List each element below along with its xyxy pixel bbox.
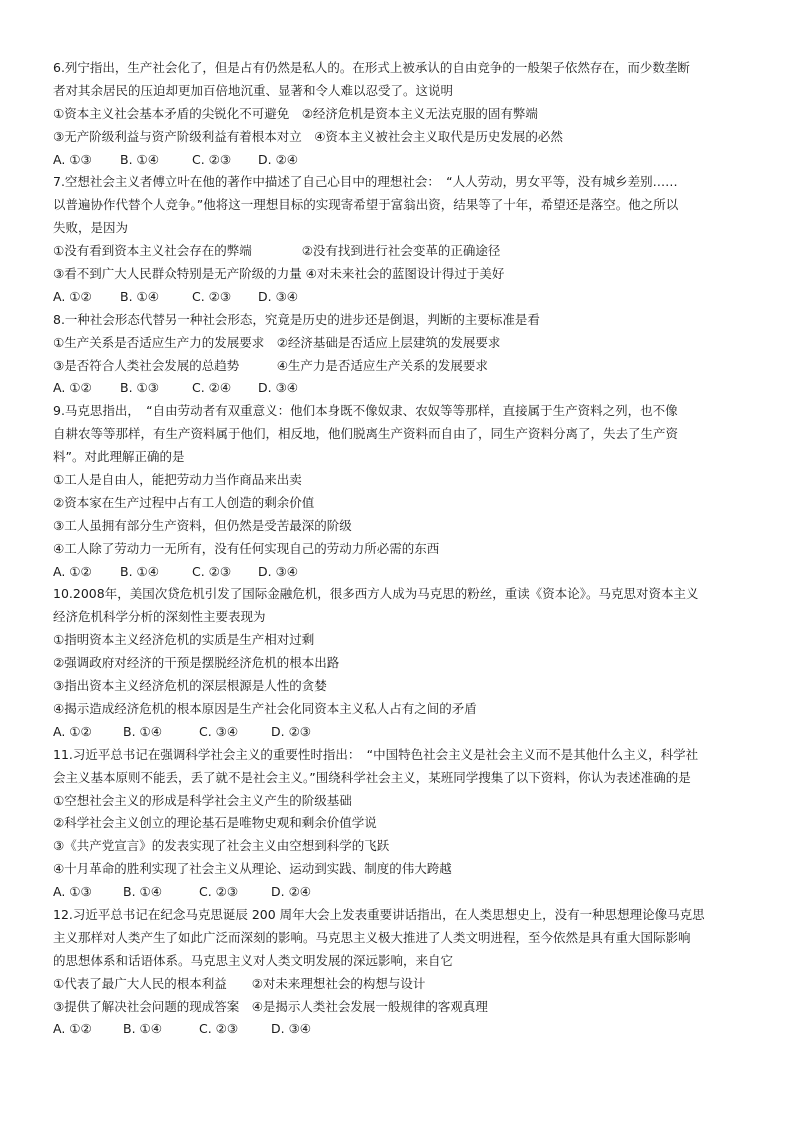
- question-8-statement: ①生产关系是否适应生产力的发展要求 ②经济基础是否适应上层建筑的发展要求: [53, 334, 501, 350]
- question-7-options: [53, 286, 743, 309]
- option-b: B. ①④: [120, 151, 159, 167]
- question-6-stem: 6.列宁指出，生产社会化了，但是占有仍然是私人的。在形式上被承认的自由竞争的一般架子依然存在，而少数垄断: [53, 60, 690, 75]
- option-a: A. ①②: [53, 1021, 92, 1037]
- question-7-statement: ③看不到广大人民群众特别是无产阶级的力量 ④对未来社会的蓝图设计得过于美好: [53, 266, 505, 282]
- option-b: B. ①④: [123, 723, 162, 739]
- option-b: B. ①④: [123, 1021, 162, 1037]
- question-9-statement: ①工人是自由人，能把劳动力当作商品来出卖: [53, 472, 302, 488]
- option-a: A. ①②: [53, 723, 92, 739]
- option-a: A. ①②: [53, 288, 92, 304]
- question-6-options: [53, 149, 743, 172]
- question-10-statement: ③指出资本主义经济危机的深层根源是人性的贪婪: [53, 678, 327, 694]
- question-10-stem: 经济危机科学分析的深刻性主要表现为: [53, 609, 266, 625]
- question-12-statement: ③提供了解决社会问题的现成答案 ④是揭示人类社会发展一般规律的客观真理: [53, 998, 488, 1014]
- option-b: B. ①④: [120, 563, 159, 579]
- option-c: C. ③④: [199, 723, 239, 739]
- question-9-stem: 9.马克思指出， “自由劳动者有双重意义：他们本身既不像奴隶、农奴等等那样，直接属于生产资料之列，也不像: [53, 403, 678, 419]
- question-11-statement: ①空想社会主义的形成是科学社会主义产生的阶级基础: [53, 792, 352, 808]
- option-c: C. ②③: [199, 1021, 239, 1037]
- question-11-stem: 会主义基本原则不能丢，丢了就不是社会主义。”围绕科学社会主义，某班同学搜集了以下资料，你认为表述准确的是: [53, 769, 691, 785]
- option-b: B. ①③: [120, 380, 159, 396]
- option-d: D. ②④: [271, 884, 311, 900]
- question-7-statement: ①没有看到资本主义社会存在的弊端 ②没有找到进行社会变革的正确途径: [53, 243, 501, 259]
- question-12: [53, 904, 743, 1041]
- question-11-stem: 11.习近平总书记在强调科学社会主义的重要性时指出： “中国特色社会主义是社会主义而不是其他什么主义，科学社: [53, 746, 699, 762]
- option-a: A. ①③: [53, 884, 92, 900]
- question-12-stem: 的思想体系和话语体系。马克思主义对人类文明发展的深远影响，来自它: [53, 952, 454, 968]
- question-6-statement: ③无产阶级利益与资产阶级利益有着根本对立 ④资本主义被社会主义取代是历史发展的必然: [53, 128, 563, 144]
- question-9-statement: ④工人除了劳动力一无所有，没有任何实现自己的劳动力所必需的东西: [53, 540, 440, 556]
- exam-page: [53, 57, 743, 1041]
- question-6: [53, 57, 743, 171]
- option-d: D. ②④: [258, 151, 298, 167]
- option-a: A. ①③: [53, 151, 92, 167]
- option-c: C. ②③: [192, 151, 232, 167]
- option-a: A. ①②: [53, 380, 92, 396]
- question-11-statement: ④十月革命的胜利实现了社会主义从理论、运动到实践、制度的伟大跨越: [53, 861, 452, 877]
- question-10-statement: ②强调政府对经济的干预是摆脱经济危机的根本出路: [53, 655, 340, 671]
- option-d: D. ③④: [258, 380, 298, 396]
- option-c: C. ②③: [192, 563, 232, 579]
- question-6-statement: ①资本主义社会基本矛盾的尖锐化不可避免 ②经济危机是资本主义无法克服的固有弊端: [53, 105, 538, 121]
- question-11-statement: ②科学社会主义创立的理论基石是唯物史观和剩余价值学说: [53, 815, 377, 831]
- question-9: [53, 400, 743, 583]
- option-c: C. ②③: [199, 884, 239, 900]
- option-d: D. ③④: [258, 288, 298, 304]
- question-10-statement: ①指明资本主义经济危机的实质是生产相对过剩: [53, 632, 315, 648]
- question-12-statement: ①代表了最广大人民的根本利益 ②对未来理想社会的构想与设计: [53, 975, 426, 991]
- question-10: [53, 583, 743, 743]
- question-10-statement: ④揭示造成经济危机的根本原因是生产社会化同资本主义私人占有之间的矛盾: [53, 700, 477, 716]
- question-8: [53, 309, 743, 401]
- option-d: D. ③④: [258, 563, 298, 579]
- question-9-statement: ②资本家在生产过程中占有工人创造的剩余价值: [53, 494, 315, 510]
- question-7: [53, 171, 743, 308]
- question-8-statement: ③是否符合人类社会发展的总趋势 ④生产力是否适应生产关系的发展要求: [53, 357, 488, 373]
- option-a: A. ①②: [53, 563, 92, 579]
- question-9-options: [53, 561, 743, 584]
- question-8-options: [53, 377, 743, 400]
- question-10-stem: 10.2008年，美国次贷危机引发了国际金融危机，很多西方人成为马克思的粉丝，重读《资本论》。马克思对资本主义: [53, 586, 699, 602]
- question-12-options: [53, 1018, 743, 1041]
- question-7-stem: 7.空想社会主义者傅立叶在他的著作中描述了自己心目中的理想社会： “人人劳动，男女平等，没有城乡差别……: [53, 174, 678, 190]
- question-8-stem: 8.一种社会形态代替另一种社会形态，究竟是历史的进步还是倒退，判断的主要标准是看: [53, 311, 540, 327]
- question-11: [53, 744, 743, 904]
- question-9-statement: ③工人虽拥有部分生产资料，但仍然是受苦最深的阶级: [53, 517, 352, 533]
- question-7-stem: 以普遍协作代替个人竞争。”他将这一理想目标的实现寄希望于富翁出资，结果等了十年，希望还是落空。他之所以: [53, 197, 679, 213]
- question-11-statement: ③《共产党宣言》的发表实现了社会主义由空想到科学的飞跃: [53, 838, 390, 854]
- question-7-stem: 失败，是因为: [53, 220, 129, 236]
- question-6-stem: 者对其余居民的压迫却更加百倍地沉重、显著和令人难以忍受了。这说明: [53, 82, 454, 98]
- option-c: C. ②④: [192, 380, 232, 396]
- option-b: B. ①④: [123, 884, 162, 900]
- option-c: C. ②③: [192, 288, 232, 304]
- question-11-options: [53, 881, 743, 904]
- option-b: B. ①④: [120, 288, 159, 304]
- question-9-stem: 自耕农等等那样，有生产资料属于他们，相反地，他们脱离生产资料而自由了，同生产资料分离了，失去了生产资: [53, 426, 679, 442]
- question-9-stem: 料”。对此理解正确的是: [53, 449, 185, 465]
- question-12-stem: 12.习近平总书记在纪念马克思诞辰 200 周年大会上发表重要讲话指出，在人类思想史上，没有一种思想理论像马克思: [53, 906, 705, 922]
- question-12-stem: 主义那样对人类产生了如此广泛而深刻的影响。马克思主义极大推进了人类文明进程，至今依然是具有重大国际影响: [53, 929, 691, 945]
- question-10-options: [53, 721, 743, 744]
- option-d: D. ③④: [271, 1021, 311, 1037]
- option-d: D. ②③: [271, 723, 311, 739]
